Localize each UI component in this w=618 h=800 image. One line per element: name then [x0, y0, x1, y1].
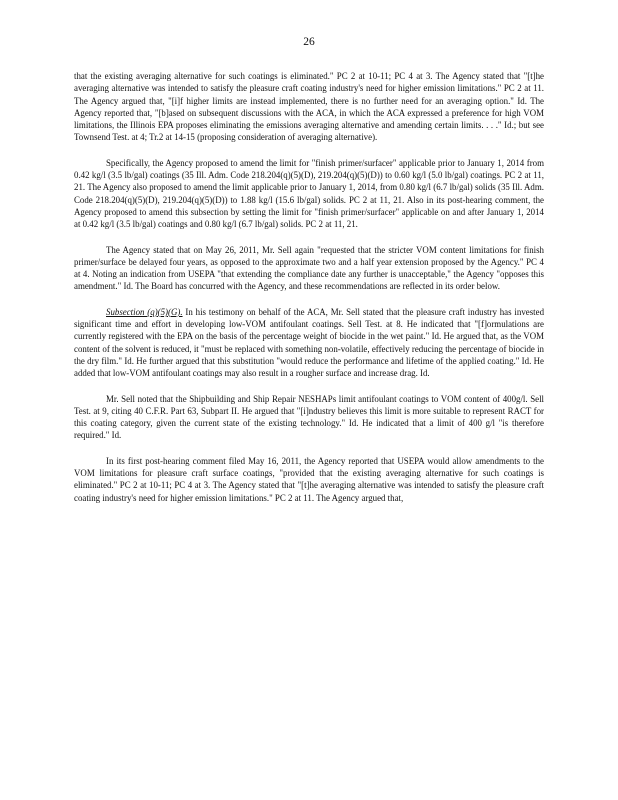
paragraph-4	[74, 306, 544, 380]
paragraph-text: Specifically, the Agency proposed to amend the limit for "finish primer/surfacer" applicable prior to January 1, 2014 from 0.42 kg/l (3.5 lb/gal) coatings (35 Ill. Adm. Code 218.204(q)(5)(D), 219.204(q)(5)(D)) to 0.60 kg/l (5.0 lb/gal) coatings. PC 2 at 11, 21. The Agency also proposed to amend the limit applicable prior to January 1, 2014, from 0.80 kg/l (6.7 lb/gal) solids (35 Ill. Adm. Code 218.204(q)(5)(D), 219.204(q)(5)(D)) to 1.88 kg/l (15.6 lb/gal) solids. PC 2 at 11, 21. Also in its post-hearing comment, the Agency proposed to amend this subsection by setting the limit for "finish primer/surfacer" applicable on and after January 1, 2014 at 0.42 kg/l (3.5 lb/gal) coatings and 0.80 kg/l (6.7 lb/gal) solids. PC 2 at 11, 21.	[74, 157, 544, 230]
paragraph-3	[74, 244, 544, 293]
body-text	[74, 70, 544, 516]
paragraph-text: In his testimony on behalf of the ACA, Mr. Sell stated that the pleasure craft industry has invested significant time and effort in developing low-VOM antifoulant coatings. Sell Test. at 8. He indicated that "[f]ormulations are currently registered with the EPA on the basis of the percentage weight of biocide in the wet paint." Id. He argued that, as the VOM content of the solvent is reduced, it "must be replaced with something non-volatile, effectively reducing the percentage of biocide in the dry film." Id. He further argued that this substitution "would reduce the performance and lifetime of the applied coating." Id. He added that low-VOM antifoulant coatings may also result in a rougher surface and increase drag. Id.	[74, 306, 545, 379]
subsection-heading: Subsection (q)(5)(G).	[106, 306, 183, 317]
paragraph-6	[74, 455, 544, 504]
page-number: 26	[303, 36, 315, 48]
paragraph-2	[74, 157, 544, 231]
paragraph-text: In its first post-hearing comment filed May 16, 2011, the Agency reported that USEPA would allow amendments to the VOM limitations for pleasure craft surface coatings, "provided that the existing averaging alternative for such coatings is eliminated." PC 2 at 10-11; PC 4 at 3. The Agency stated that "[t]he averaging alternative was intended to satisfy the pleasure craft coating industry's need for higher emission limitations." PC 2 at 11. The Agency argued that,	[74, 455, 544, 503]
paragraph-text: that the existing averaging alternative for such coatings is eliminated." PC 2 at 10-11; PC 4 at 3. The Agency stated that "[t]he averaging alternative was intended to satisfy the pleasure craft coating industry's need for higher emission limitations." PC 2 at 11. The Agency argued that, "[i]f higher limits are instead implemented, there is no further need for an averaging option." Id. The Agency reported that, "[b]ased on subsequent discussions with the ACA, in which the ACA expressed a preference for high VOM limitations, the Illinois EPA proposes eliminating the emissions averaging alternative and amending certain limits. . . ." Id.; but see Townsend Test. at 4; Tr.2 at 14-15 (proposing consideration of averaging alternative).	[74, 71, 544, 143]
paragraph-1	[74, 70, 544, 144]
paragraph-5	[74, 393, 544, 442]
paragraph-text: Mr. Sell noted that the Shipbuilding and Ship Repair NESHAPs limit antifoulant coatings to VOM content of 400g/l. Sell Test. at 9, citing 40 C.F.R. Part 63, Subpart II. He argued that "[i]ndustry believes this limit is more suitable to represent RACT for this coating category, given the current state of the existing technology." Id. He indicated that a limit of 400 g/l "is therefore required." Id.	[74, 393, 544, 441]
paragraph-text: The Agency stated that on May 26, 2011, Mr. Sell again "requested that the stricter VOM content limitations for finish primer/surface be delayed four years, as opposed to the approximate two and a half year extension proposed by the Agency." PC 4 at 4. Noting an indication from USEPA "that extending the compliance date any further is unacceptable," the Agency "opposes this amendment." Id. The Board has concurred with the Agency, and these recommendations are reflected in its order below.	[74, 244, 544, 292]
